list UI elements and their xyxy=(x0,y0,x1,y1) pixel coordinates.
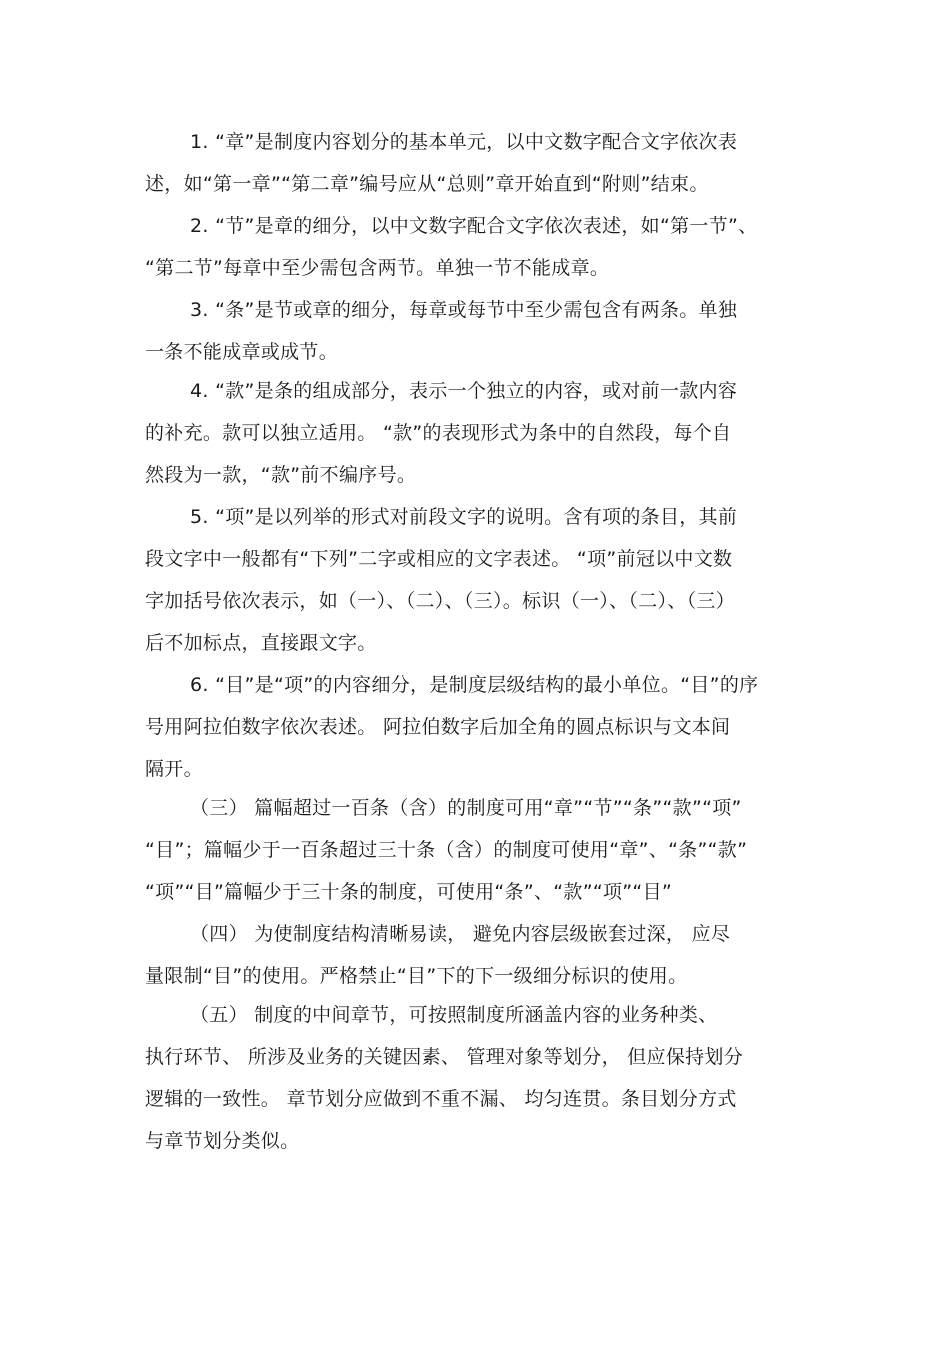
paragraph-6-line-3: 隔开。 xyxy=(145,758,203,780)
paragraph-2-line-2: “第二节”每章中至少需包含两节。单独一节不能成章。 xyxy=(145,257,610,279)
paragraph-5-line-2: 段文字中一般都有“下列”二字或相应的文字表述。 “项”前冠以中文数 xyxy=(145,548,733,570)
paragraph-4-line-1: 4. “款”是条的组成部分，表示一个独立的内容，或对前一款内容 xyxy=(190,380,738,402)
paragraph-3-line-2: 一条不能成章或成节。 xyxy=(145,341,339,363)
paragraph-4-line-2: 的补充。款可以独立适用。 “款”的表现形式为条中的自然段，每个自 xyxy=(145,422,732,444)
paragraph-8-line-2: 量限制“目”的使用。严格禁止“目”下的下一级细分标识的使用。 xyxy=(145,965,688,987)
paragraph-3-line-1: 3. “条”是节或章的细分，每章或每节中至少需包含有两条。单独 xyxy=(190,299,738,321)
paragraph-4-line-3: 然段为一款，“款”前不编序号。 xyxy=(145,464,417,486)
paragraph-5-line-1: 5. “项”是以列举的形式对前段文字的说明。含有项的条目，其前 xyxy=(190,506,738,528)
paragraph-1-line-2: 述，如“第一章”“第二章”编号应从“总则”章开始直到“附则”结束。 xyxy=(145,173,709,195)
paragraph-7-line-1: （三） 篇幅超过一百条（含）的制度可用“章”“节”“条”“款”“项” xyxy=(190,797,742,819)
paragraph-7-line-2: “目”；篇幅少于一百条超过三十条（含）的制度可使用“章”、“条”“款” xyxy=(145,839,748,861)
paragraph-7-line-3: “项”“目”篇幅少于三十条的制度，可使用“条”、“款”“项”“目” xyxy=(145,881,673,903)
paragraph-1-line-1: 1. “章”是制度内容划分的基本单元，以中文数字配合文字依次表 xyxy=(190,131,738,153)
paragraph-6-line-1: 6. “目”是“项”的内容细分，是制度层级结构的最小单位。“目”的序 xyxy=(190,674,759,696)
paragraph-9-line-1: （五） 制度的中间章节，可按照制度所涵盖内容的业务种类、 xyxy=(190,1004,718,1026)
paragraph-5-line-4: 后不加标点，直接跟文字。 xyxy=(145,632,377,654)
paragraph-8-line-1: （四） 为使制度结构清晰易读， 避免内容层级嵌套过深， 应尽 xyxy=(190,923,731,945)
paragraph-5-line-3: 字加括号依次表示，如（一）、（二）、（三）。标识（一）、（二）、（三） xyxy=(145,590,736,612)
paragraph-6-line-2: 号用阿拉伯数字依次表述。 阿拉伯数字后加全角的圆点标识与文本间 xyxy=(145,716,731,738)
paragraph-2-line-1: 2. “节”是章的细分，以中文数字配合文字依次表述，如“第一节”、 xyxy=(190,215,758,237)
paragraph-9-line-3: 逻辑的一致性。 章节划分应做到不重不漏、 均匀连贯。条目划分方式 xyxy=(145,1088,737,1110)
paragraph-9-line-4: 与章节划分类似。 xyxy=(145,1130,300,1152)
paragraph-9-line-2: 执行环节、 所涉及业务的关键因素、 管理对象等划分， 但应保持划分 xyxy=(145,1046,744,1068)
